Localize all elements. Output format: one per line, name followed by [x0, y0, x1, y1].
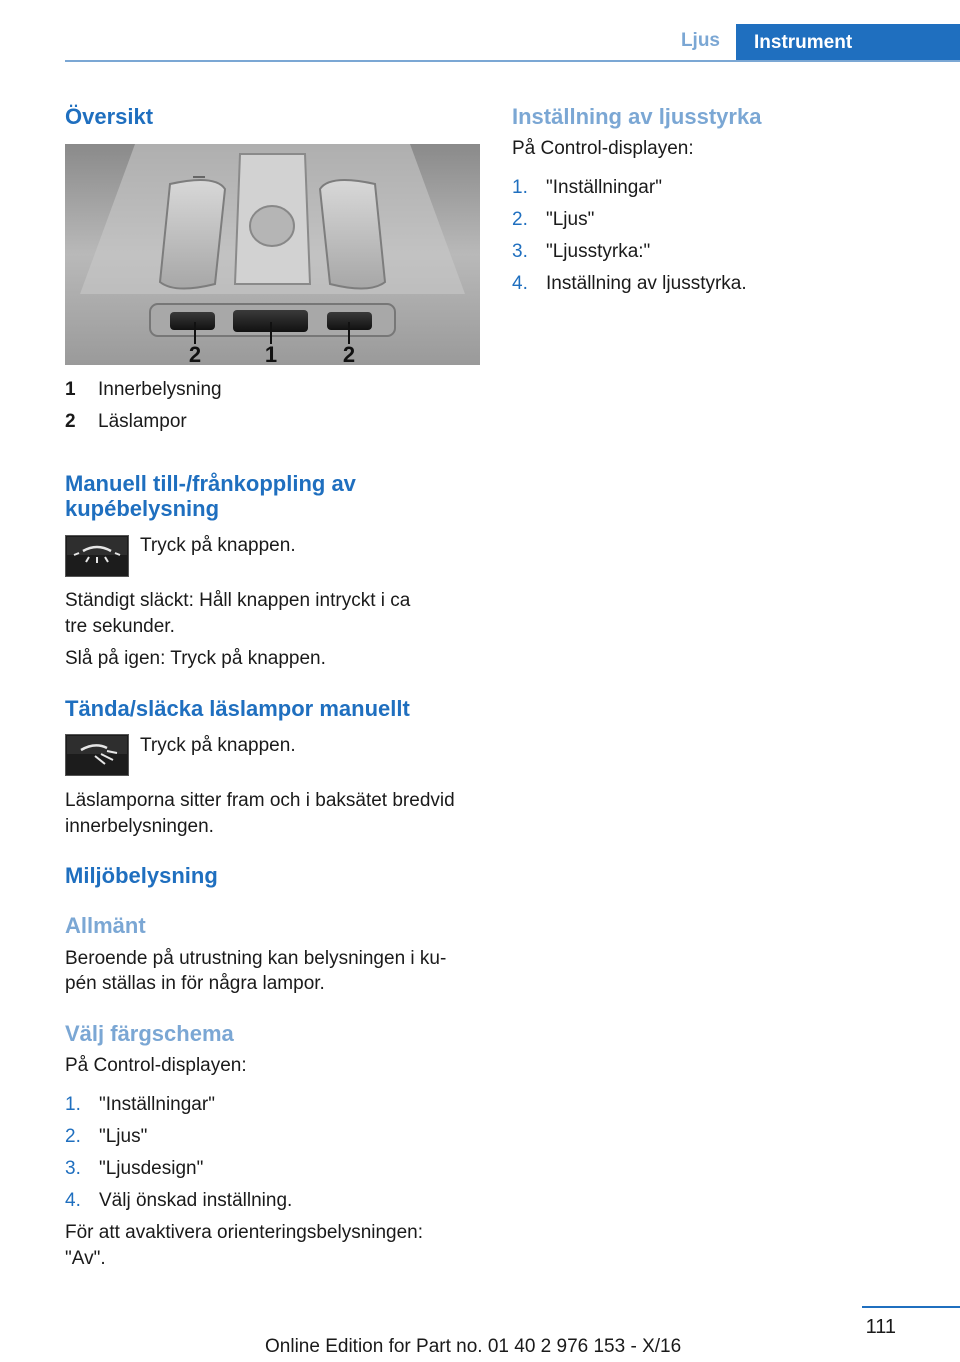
- step-text: "Ljus": [546, 209, 595, 230]
- manual-p2: Slå på igen: Tryck på knappen.: [65, 648, 326, 669]
- footer-rule: [862, 1306, 960, 1308]
- brightness-subheading: Inställning av ljusstyrka: [512, 104, 762, 129]
- color-intro: På Control-displayen:: [65, 1055, 247, 1076]
- step-number: 1.: [65, 1094, 81, 1115]
- page-header: [0, 0, 960, 62]
- step-text: "Ljus": [99, 1126, 148, 1147]
- list-item: [512, 207, 747, 239]
- legend-text: Läslampor: [98, 411, 187, 432]
- manual-interior-heading-line1: Manuell till-/frånkoppling av: [65, 471, 356, 496]
- step-text: "Inställningar": [99, 1094, 215, 1115]
- deactivate-line1: För att avaktivera orienteringsbelysningen:: [65, 1222, 424, 1243]
- general-subheading: Allmänt: [65, 913, 146, 938]
- page-number: 111: [865, 1316, 896, 1338]
- reading-p-line2: innerbelysningen.: [65, 816, 214, 837]
- step-number: 1.: [512, 177, 528, 198]
- legend-text: Innerbelysning: [98, 379, 222, 400]
- list-item: [512, 239, 747, 271]
- overview-heading: Översikt: [65, 104, 154, 129]
- step-text: "Ljusstyrka:": [546, 241, 651, 262]
- step-number: 3.: [65, 1158, 81, 1179]
- list-item: [65, 1188, 292, 1220]
- photo-label-center: 1: [264, 342, 278, 365]
- step-number: 2.: [512, 209, 528, 230]
- step-text: Välj önskad inställning.: [99, 1190, 293, 1211]
- reading-light-button-icon: [65, 734, 129, 776]
- general-p-line1: Beroende på utrustning kan belysningen i ku‐: [65, 948, 447, 969]
- step-number: 2.: [65, 1126, 81, 1147]
- legend-number: 1: [65, 379, 76, 400]
- manual-button-text: Tryck på knappen.: [140, 535, 296, 556]
- list-item: [512, 271, 747, 303]
- photo-label-right: 2: [342, 342, 356, 365]
- list-item: [65, 1124, 292, 1156]
- reading-lights-heading: Tända/släcka läslampor manuellt: [65, 696, 410, 721]
- legend-item: [65, 409, 187, 435]
- list-item: [65, 1156, 292, 1188]
- list-item: [65, 1092, 292, 1124]
- header-section: Ljus: [680, 30, 720, 51]
- manual-p1-line2: tre sekunder.: [65, 616, 175, 637]
- edition-footer: Online Edition for Part no. 01 40 2 976 153 - X/16: [265, 1336, 682, 1357]
- step-number: 4.: [512, 273, 528, 294]
- photo-label-left: 2: [188, 342, 202, 365]
- legend-item: [65, 377, 222, 403]
- manual-interior-heading-line2: kupébelysning: [65, 496, 220, 521]
- list-item: [512, 175, 747, 207]
- deactivate-line2: "Av".: [65, 1248, 106, 1269]
- ambient-light-heading: Miljöbelysning: [65, 863, 218, 888]
- overhead-console-photo: [65, 144, 480, 365]
- color-scheme-subheading: Välj färgschema: [65, 1021, 234, 1046]
- step-number: 4.: [65, 1190, 81, 1211]
- general-p-line2: pén ställas in för några lampor.: [65, 973, 325, 994]
- brightness-intro: På Control-displayen:: [512, 138, 694, 159]
- color-steps-list: [65, 1092, 292, 1220]
- header-rule: [65, 60, 960, 62]
- step-number: 3.: [512, 241, 528, 262]
- reading-button-text: Tryck på knappen.: [140, 735, 296, 756]
- step-text: "Inställningar": [546, 177, 662, 198]
- legend-number: 2: [65, 411, 76, 432]
- step-text: Inställning av ljusstyrka.: [546, 273, 747, 294]
- brightness-steps-list: [512, 175, 747, 303]
- reading-p-line1: Läslamporna sitter fram och i baksätet bredvid: [65, 790, 455, 811]
- header-chapter-tab: Instrument: [736, 24, 960, 62]
- manual-p1-line1: Ständigt släckt: Håll knappen intryckt i ca: [65, 590, 411, 611]
- step-text: "Ljusdesign": [99, 1158, 204, 1179]
- interior-light-button-icon: [65, 535, 129, 577]
